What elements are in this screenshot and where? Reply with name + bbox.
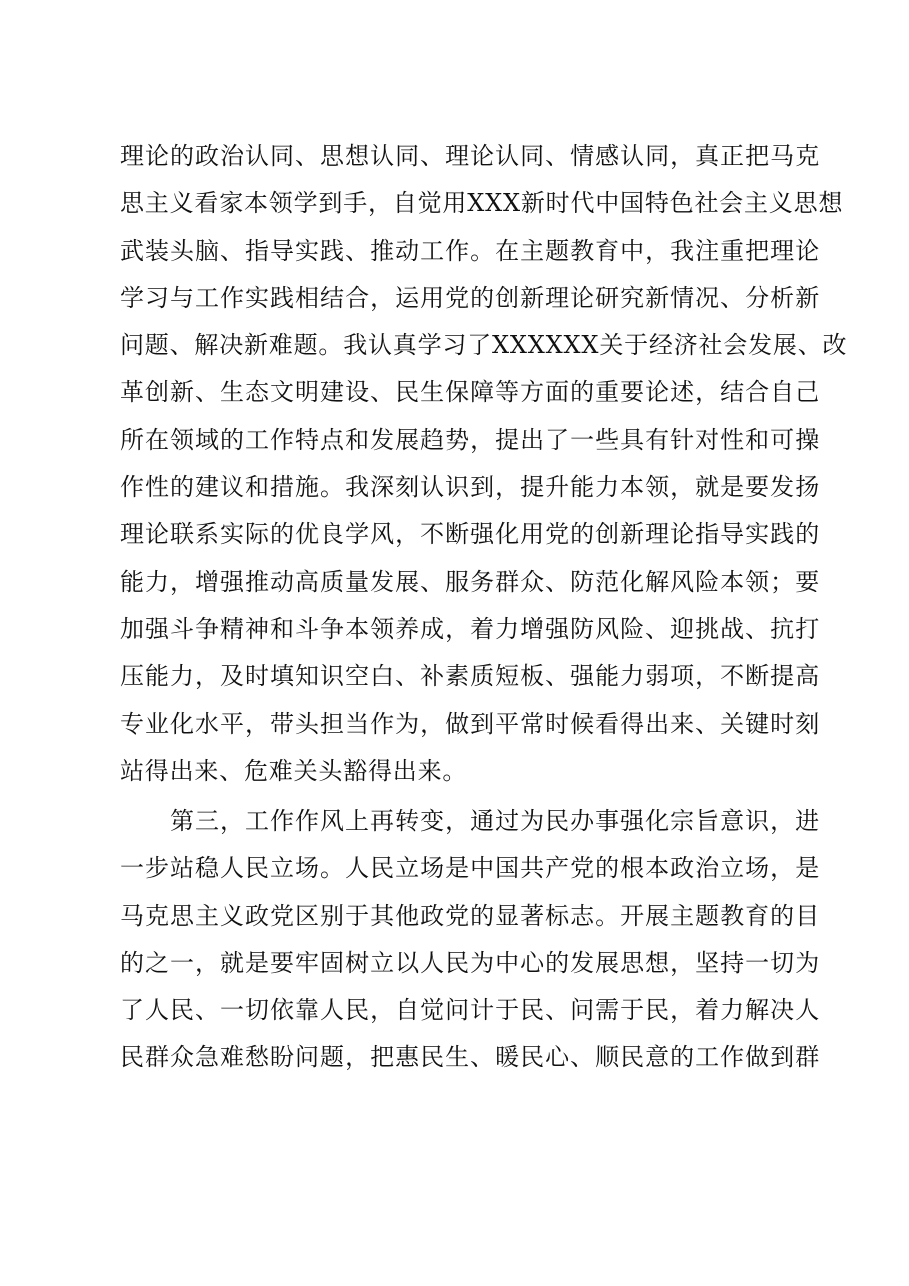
text-line: 第三，工作作风上再转变，通过为民办事强化宗旨意识，进 — [170, 807, 820, 835]
text-line: 学习与工作实践相结合，运用党的创新理论研究新情况、分析新 — [120, 283, 820, 312]
text-line: 作性的建议和措施。我深刻认识到，提升能力本领，就是要发扬 — [120, 473, 820, 502]
text-line: 武装头脑、指导实践、推动工作。在主题教育中，我注重把理论 — [120, 236, 820, 265]
text-line: 思主义看家本领学到手，自觉用XXX新时代中国特色社会主义思想 — [120, 189, 844, 218]
paragraph-continued — [120, 133, 848, 795]
text-line: 站得出来、危难关头豁得出来。 — [120, 756, 468, 785]
text-line: 所在领域的工作特点和发展趋势，提出了一些具有针对性和可操 — [120, 425, 820, 454]
paragraph-third — [120, 798, 820, 1082]
text-line: 理论的政治认同、思想认同、理论认同、情感认同，真正把马克 — [120, 142, 820, 170]
text-line: 革创新、生态文明建设、民生保障等方面的重要论述，结合自己 — [120, 378, 820, 407]
text-line: 了人民、一切依靠人民，自觉问计于民、问需于民，着力解决人 — [120, 996, 820, 1025]
text-line: 加强斗争精神和斗争本领养成，着力增强防风险、迎挑战、抗打 — [120, 614, 820, 643]
text-line: 能力，增强推动高质量发展、服务群众、防范化解风险本领；要 — [120, 567, 820, 596]
text-line: 马克思主义政党区别于其他政党的显著标志。开展主题教育的目 — [120, 901, 820, 930]
text-line: 一步站稳人民立场。人民立场是中国共产党的根本政治立场，是 — [120, 854, 820, 883]
text-line: 问题、解决新难题。我认真学习了XXXXXX关于经济社会发展、改 — [120, 331, 848, 360]
text-line: 民群众急难愁盼问题，把惠民生、暖民心、顺民意的工作做到群 — [120, 1043, 820, 1072]
text-line: 理论联系实际的优良学风，不断强化用党的创新理论指导实践的 — [120, 520, 820, 549]
text-line: 压能力，及时填知识空白、补素质短板、强能力弱项，不断提高 — [120, 662, 820, 691]
text-line: 专业化水平，带头担当作为，做到平常时候看得出来、关键时刻 — [120, 709, 820, 738]
text-line: 的之一，就是要牢固树立以人民为中心的发展思想，坚持一切为 — [120, 948, 820, 977]
